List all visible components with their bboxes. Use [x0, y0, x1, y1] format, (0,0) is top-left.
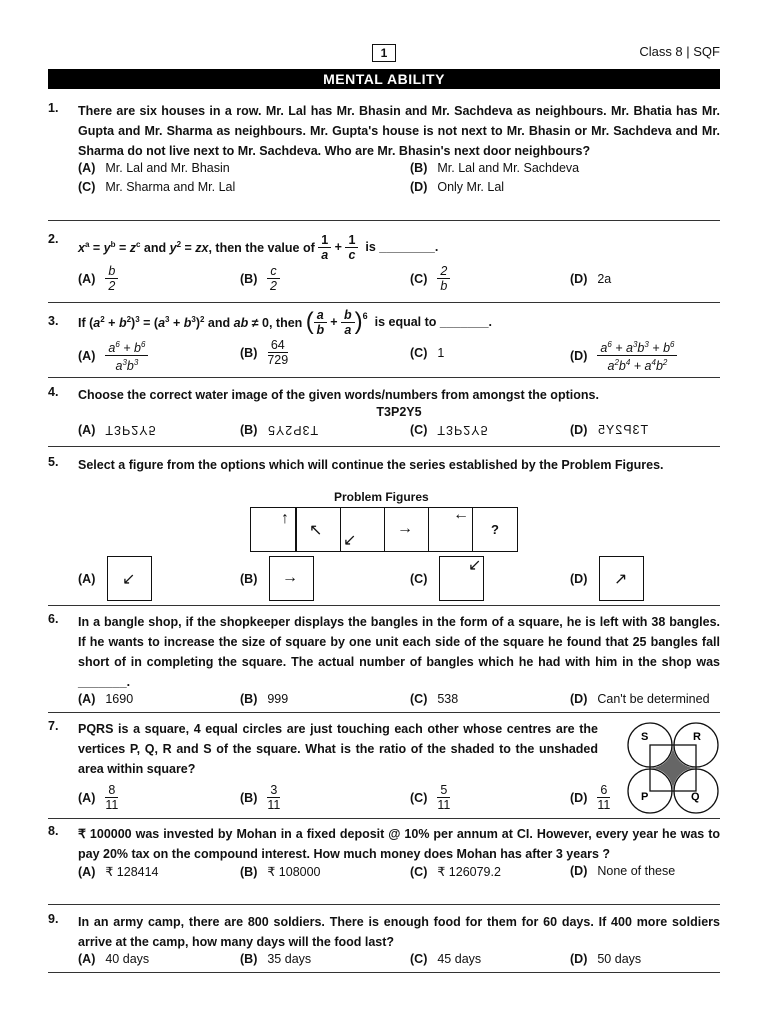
option-label: (A)	[78, 348, 96, 363]
question-number: 1.	[48, 101, 59, 115]
fraction: $\frac{8}{11}$	[105, 783, 119, 812]
fraction: $\frac{64}{729}$	[267, 338, 289, 367]
page-number: 1	[372, 44, 396, 62]
fraction: $\frac{5}{11}$	[437, 783, 451, 812]
option-b[interactable]	[240, 264, 280, 293]
option-c[interactable]	[410, 864, 501, 879]
option-label: (B)	[240, 572, 258, 586]
option-b[interactable]	[240, 692, 288, 706]
label-s: S	[641, 731, 649, 743]
option-text: ₹ 128414	[105, 865, 159, 879]
options-row	[78, 180, 720, 199]
divider	[48, 712, 720, 713]
question-text: Choose the correct water image of the given words/numbers from amongst the options.	[78, 388, 599, 402]
option-text: 50 days	[597, 952, 642, 966]
option-b[interactable]	[240, 338, 288, 367]
question-number: 5.	[48, 455, 59, 469]
question-number: 8.	[48, 824, 59, 838]
option-label: (B)	[240, 423, 258, 437]
option-c[interactable]	[410, 783, 450, 812]
arrow-down-left-icon: ↙	[468, 557, 482, 574]
arrow-up-left-icon: ↖	[309, 522, 323, 539]
option-a[interactable]	[78, 338, 148, 373]
option-c[interactable]	[78, 180, 235, 194]
question-3	[48, 306, 720, 372]
option-label: (B)	[240, 345, 258, 360]
options-row	[78, 338, 720, 372]
options-row	[78, 864, 720, 883]
divider	[48, 904, 720, 905]
option-c[interactable]	[410, 952, 481, 966]
option-b[interactable]	[240, 952, 311, 966]
option-label: (C)	[410, 790, 428, 805]
fraction: $\frac{2}{b}$	[437, 264, 450, 293]
question-text: PQRS is a square, 4 equal circles are just touching each other whose centres are the vertices P, Q, R and S of the square. What is the ratio of the shaded to the unshaded area within square?	[78, 722, 598, 776]
question-number: 9.	[48, 912, 59, 926]
option-label: (C)	[410, 572, 428, 586]
option-label: (C)	[410, 952, 428, 966]
option-text: 999	[267, 692, 289, 706]
option-label: (C)	[410, 271, 428, 286]
option-a[interactable]	[78, 161, 230, 175]
option-label: (B)	[240, 790, 258, 805]
option-label: (D)	[570, 572, 588, 586]
option-label: (D)	[570, 423, 588, 437]
option-label: (C)	[78, 180, 96, 194]
option-label: (D)	[570, 692, 588, 706]
label-q: Q	[691, 791, 700, 803]
option-d[interactable]	[570, 864, 675, 878]
divider	[48, 377, 720, 378]
arrow-up-icon: ↑	[281, 510, 289, 527]
option-text: Mr. Sharma and Mr. Lal	[105, 180, 236, 194]
option-d-figure[interactable]	[599, 556, 644, 601]
divider	[48, 220, 720, 221]
fraction: $\frac{1}{c}$	[345, 233, 358, 262]
option-label: (B)	[240, 692, 258, 706]
fraction: $\frac{3}{11}$	[267, 783, 281, 812]
option-label: (B)	[240, 271, 258, 286]
fraction: $\frac{b}{2}$	[105, 264, 118, 293]
shaded-region	[650, 745, 696, 791]
option-d[interactable]	[570, 952, 641, 966]
arrow-up-right-icon: ↗	[614, 571, 628, 588]
option-c[interactable]	[410, 346, 444, 360]
question-text: In a bangle shop, if the shopkeeper displays the bangles in the form of a square, he is left with 38 bangles. If he wants to increase the size of square by one unit each side of the square he found that 25 bangles fall short of in completing the square. The actual number of bangles which he had with him in the shop was _______.	[78, 615, 720, 689]
option-d[interactable]	[410, 180, 504, 194]
option-label: (D)	[410, 180, 428, 194]
option-a-figure[interactable]	[107, 556, 152, 601]
option-label: (B)	[240, 952, 258, 966]
option-label: (C)	[410, 864, 428, 879]
question-6	[48, 612, 720, 711]
option-text: T3P2Y5	[597, 423, 649, 437]
fraction: $\frac{b}{a}$	[341, 308, 355, 337]
option-a[interactable]	[78, 423, 157, 437]
question-number: 6.	[48, 612, 59, 626]
option-b[interactable]	[240, 864, 321, 879]
option-d[interactable]	[570, 572, 597, 586]
option-c[interactable]	[410, 692, 458, 706]
option-label: (C)	[410, 692, 428, 706]
option-text: T3P2Y5	[437, 423, 489, 437]
option-d[interactable]	[570, 272, 611, 286]
divider	[48, 972, 720, 973]
label-p: P	[641, 791, 649, 803]
option-label: (A)	[78, 692, 96, 706]
option-d[interactable]	[570, 783, 610, 812]
option-text: 45 days	[437, 952, 482, 966]
divider	[48, 302, 720, 303]
options-row	[78, 161, 720, 180]
option-text: 1	[437, 346, 445, 360]
question-9	[48, 912, 720, 971]
circles-square-figure	[627, 722, 719, 814]
option-b[interactable]	[240, 783, 280, 812]
section-title: MENTAL ABILITY	[48, 69, 720, 89]
option-c[interactable]	[410, 572, 437, 586]
question-4	[48, 385, 720, 442]
question-text: $x^a = y^b = z^c$ and $y^2$ = zx, then the value of $\frac{1}{a}$ + $\frac{1}{c}$ is ________.	[78, 232, 439, 262]
option-label: (A)	[78, 952, 96, 966]
options-row	[78, 264, 720, 298]
problem-figure-5	[428, 507, 474, 552]
label-r: R	[693, 731, 701, 743]
question-number: 4.	[48, 385, 59, 399]
problem-figure-2	[296, 507, 342, 552]
option-label: (A)	[78, 572, 96, 586]
option-d[interactable]	[570, 338, 677, 373]
question-number: 2.	[48, 232, 59, 246]
question-text: In an army camp, there are 800 soldiers. There is enough food for them for 60 days. If 400 more soldiers arrive at the camp, how many days will the food last?	[78, 915, 720, 949]
problem-figure-1	[250, 507, 297, 552]
figure-title: Problem Figures	[334, 490, 429, 504]
option-text: T3P2Y5	[105, 423, 157, 437]
question-2	[48, 232, 720, 298]
option-b[interactable]	[240, 572, 267, 586]
option-label: (A)	[78, 423, 96, 437]
option-b-figure[interactable]	[269, 556, 314, 601]
question-7	[48, 719, 611, 817]
question-text: ₹ 100000 was invested by Mohan in a fixed deposit @ 10% per annum at CI. However, every year he was to pay 20% tax on the compound interest. How much money does Mohan has after 3 years ?	[78, 827, 720, 861]
option-text: Mr. Lal and Mr. Sachdeva	[437, 161, 580, 175]
option-a[interactable]	[78, 952, 149, 966]
arrow-right-icon: →	[397, 520, 413, 537]
option-text: 2a	[597, 272, 612, 286]
arrow-down-left-icon: ↙	[122, 571, 136, 588]
question-1	[48, 101, 720, 199]
option-text: ₹ 108000	[267, 865, 321, 879]
question-number: 7.	[48, 719, 59, 733]
option-label: (D)	[570, 272, 588, 286]
option-a[interactable]	[78, 864, 159, 879]
arrow-left-icon: ←	[453, 506, 469, 523]
option-label: (A)	[78, 161, 96, 175]
fraction: $\frac{1}{a}$	[318, 233, 331, 262]
option-d[interactable]	[570, 692, 710, 706]
question-tail: is equal to _______.	[374, 315, 493, 329]
option-a[interactable]	[78, 692, 133, 706]
question-text: If $(a^2 + b^2)^3 = (a^3 + b^3)^2$ and ab ≠ 0, then ( $\frac{a}{b}$ + $\frac{b}{a}$ ) $^6$ is equal to _______.	[78, 307, 493, 337]
option-b[interactable]	[410, 161, 579, 175]
option-text: Can't be determined	[597, 692, 710, 706]
option-d[interactable]	[570, 423, 649, 437]
problem-figure-3	[340, 507, 386, 552]
arrow-down-left-icon: ↙	[343, 532, 357, 549]
option-text: None of these	[597, 864, 676, 878]
fraction: $\frac{a^6 + b^6}{a^3b^3}$	[105, 338, 148, 373]
class-label: Class 8 | SQF	[639, 44, 720, 59]
problem-figure-4	[384, 507, 430, 552]
option-text: Only Mr. Lal	[437, 180, 505, 194]
fraction: $\frac{c}{2}$	[267, 264, 279, 293]
fraction: $\frac{6}{11}$	[597, 783, 611, 812]
option-label: (D)	[570, 864, 588, 878]
option-text: 1690	[105, 692, 134, 706]
option-label: (A)	[78, 864, 96, 879]
question-5	[48, 455, 720, 475]
options-row	[78, 423, 720, 442]
given-word: T3P2Y5	[376, 405, 422, 419]
option-text: ₹ 126079.2	[437, 865, 501, 879]
arrow-right-icon: →	[282, 569, 298, 586]
option-label: (D)	[570, 348, 588, 363]
option-label: (A)	[78, 790, 96, 805]
option-label: (D)	[570, 952, 588, 966]
divider	[48, 818, 720, 819]
option-text: Mr. Lal and Mr. Bhasin	[105, 161, 230, 175]
options-row	[78, 783, 611, 817]
options-row	[78, 952, 720, 971]
option-a[interactable]	[78, 783, 118, 812]
divider	[48, 446, 720, 447]
options-row	[78, 692, 720, 711]
option-b[interactable]	[240, 423, 319, 437]
question-text: Select a figure from the options which will continue the series established by the Problem Figures.	[78, 458, 664, 472]
option-text: T3P2Y5	[267, 423, 319, 437]
option-label: (B)	[240, 864, 258, 879]
option-a[interactable]	[78, 572, 105, 586]
option-text: 35 days	[267, 952, 312, 966]
option-label: (C)	[410, 346, 428, 360]
question-number: 3.	[48, 314, 59, 328]
option-label: (A)	[78, 271, 96, 286]
option-c-figure[interactable]	[439, 556, 484, 601]
option-text: 538	[437, 692, 459, 706]
option-text: 40 days	[105, 952, 150, 966]
problem-figure-unknown: ?	[472, 507, 518, 552]
question-8	[48, 824, 720, 883]
divider	[48, 605, 720, 606]
option-label: (B)	[410, 161, 428, 175]
question-text: There are six houses in a row. Mr. Lal has Mr. Bhasin and Mr. Sachdeva as neighbours. Mr. Bhatia has Mr. Gupta and Mr. Sharma as neighbours. Mr. Gupta's house is not next to Mr. Bhasin or Mr. Sachdeva and Mr. Sharma do not live next to Mr. Sachdeva. Who are Mr. Bhasin's next door neighbours?	[78, 104, 720, 158]
option-a[interactable]	[78, 264, 118, 293]
question-tail: is ________.	[365, 240, 439, 254]
option-c[interactable]	[410, 423, 489, 437]
fraction: $\frac{a^6 + a^3b^3 + b^6}{a^2b^4 + a^4b^2}$	[597, 338, 677, 373]
option-label: (D)	[570, 790, 588, 805]
fraction: $\frac{a}{b}$	[314, 308, 327, 337]
option-c[interactable]	[410, 264, 450, 293]
option-label: (C)	[410, 423, 428, 437]
